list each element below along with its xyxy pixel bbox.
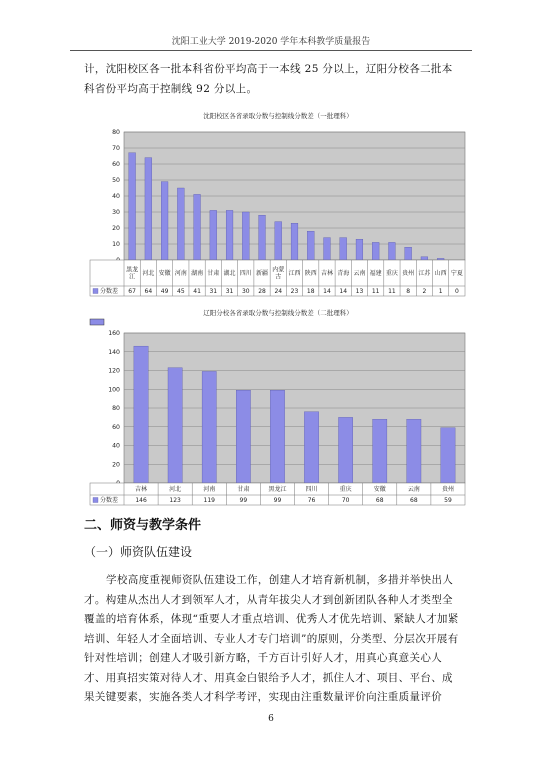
y-tick-label: 40: [112, 442, 120, 450]
x-category-label: 湖北: [223, 270, 236, 278]
data-label: 64: [144, 288, 153, 296]
x-category-label: 安徽: [373, 486, 386, 494]
chart-title: 辽阳分校各省录取分数与控制线分数差（二批理科）: [203, 309, 353, 317]
y-tick-label: 20: [112, 461, 120, 469]
chart-svg: [88, 110, 468, 302]
bar: [129, 153, 136, 260]
bar: [134, 346, 148, 483]
legend-box: [90, 319, 104, 325]
bar: [389, 242, 396, 260]
chart-shenyang-first-batch: [88, 110, 468, 302]
data-label: 2: [422, 288, 427, 296]
data-label: 119: [203, 497, 215, 505]
x-category-label: 吉林: [320, 270, 333, 278]
x-category-label: 青海: [337, 270, 350, 278]
data-label: 14: [339, 288, 348, 296]
data-label: 31: [209, 288, 218, 296]
data-label: 0: [454, 288, 459, 296]
x-category-label: 陕西: [304, 270, 317, 278]
data-label: 99: [239, 497, 248, 505]
data-label: 23: [290, 288, 299, 296]
y-tick-label: 70: [112, 145, 120, 153]
bar: [372, 242, 379, 260]
bar: [340, 238, 347, 260]
bar: [356, 239, 363, 260]
data-label: 30: [241, 288, 250, 296]
y-tick-label: 10: [112, 241, 120, 249]
x-category-label: 山西: [434, 270, 447, 278]
x-category-label: 河北: [142, 270, 155, 278]
bar: [324, 238, 331, 260]
bar: [307, 231, 314, 260]
x-category-label: 河北: [169, 486, 182, 494]
data-label: 45: [177, 288, 185, 296]
data-label: 68: [410, 497, 418, 505]
x-category-label: 黑龙江: [268, 486, 287, 494]
y-tick-label: 60: [112, 161, 120, 169]
bar: [259, 215, 266, 260]
data-label: 11: [371, 288, 380, 296]
x-category-label: 贵州: [402, 270, 415, 278]
bar: [275, 222, 282, 260]
bar: [161, 182, 168, 260]
x-category-label: 云南: [353, 270, 366, 278]
x-category-label: 内蒙古: [272, 266, 285, 281]
x-category-label: 新疆: [256, 270, 269, 278]
chart-liaoyang-second-batch: [88, 307, 468, 507]
chart-title: 沈阳校区各省录取分数与控制线分数差（一批理科）: [203, 112, 353, 120]
data-label: 24: [274, 288, 283, 296]
section-heading: 二、师资与教学条件: [84, 518, 202, 533]
data-label: 123: [169, 497, 181, 505]
bar: [168, 368, 182, 483]
y-tick-label: 80: [112, 129, 120, 137]
x-category-label: 重庆: [339, 486, 352, 494]
x-category-label: 福建: [369, 270, 382, 278]
x-category-label: 甘肃: [237, 486, 250, 494]
data-label: 59: [444, 497, 452, 505]
page-header: 沈阳工业大学 2019-2020 学年本科教学质量报告: [171, 37, 371, 47]
bar: [270, 390, 284, 483]
x-category-label: 重庆: [385, 270, 398, 278]
y-tick-label: 160: [108, 330, 120, 338]
bar: [242, 212, 249, 260]
page-number: 6: [268, 714, 274, 724]
bar: [194, 194, 201, 260]
y-tick-label: 20: [112, 225, 120, 233]
header-divider: [70, 50, 472, 51]
bar: [202, 371, 216, 483]
y-tick-label: 30: [112, 209, 120, 217]
data-label: 41: [193, 288, 201, 296]
x-category-label: 宁夏: [450, 270, 463, 278]
data-label: 8: [406, 288, 411, 296]
y-tick-label: 40: [112, 193, 120, 201]
bar: [421, 257, 428, 260]
data-label: 99: [273, 497, 282, 505]
y-tick-label: 50: [112, 177, 120, 185]
legend-series-name: 分数差: [100, 497, 119, 505]
bar: [177, 188, 184, 260]
data-label: 14: [323, 288, 331, 296]
x-category-label: 云南: [407, 486, 420, 494]
data-label: 28: [258, 288, 266, 296]
bar: [373, 419, 387, 483]
y-tick-label: 120: [108, 367, 120, 375]
x-category-label: 湖南: [191, 270, 204, 278]
bar: [226, 210, 233, 260]
legend-swatch: [93, 289, 98, 294]
bar: [407, 419, 421, 483]
data-label: 13: [355, 288, 364, 296]
data-label: 70: [341, 497, 350, 505]
body-paragraph: 学校高度重视师资队伍建设工作，创建人才培育新机制，多措并举快出人才。构建从杰出人才到领军人才，从青年拔尖人才到创新团队各种人才类型全覆盖的培育体系，体现“重要人才重点培训、优秀人才优先培训、紧缺人才加紧培训、年轻人才全面培训、专业人才专门培训”的原则，分类型、分层次开展有针对性培训；创建人才吸引新方略，千方百计引好人才，用真心真意关心人才、用真招实策对待人才、用真金白银给予人才，抓住人才、项目、平台、成果关键要素，实施各类人才科学考评，实现由注重数量评价向注重质量评价: [84, 574, 459, 703]
x-category-label: 四川: [239, 270, 252, 278]
data-label: 31: [225, 288, 234, 296]
subsection-heading: （一）师资队伍建设: [84, 545, 193, 559]
chart-svg: [88, 307, 468, 507]
data-label: 67: [128, 288, 136, 296]
x-category-label: 甘肃: [207, 270, 220, 278]
y-tick-label: 80: [112, 405, 120, 413]
bar: [236, 390, 250, 483]
data-label: 146: [135, 497, 147, 505]
bar: [210, 210, 217, 260]
y-tick-label: 60: [112, 423, 120, 431]
x-category-label: 河南: [203, 486, 216, 494]
data-label: 49: [160, 288, 169, 296]
data-label: 76: [307, 497, 316, 505]
bar: [405, 247, 412, 260]
x-category-label: 吉林: [135, 486, 148, 494]
x-category-label: 江西: [288, 270, 301, 278]
y-tick-label: 100: [108, 386, 120, 394]
x-category-label: 河南: [174, 270, 187, 278]
data-label: 11: [388, 288, 396, 296]
x-category-label: 江苏: [418, 270, 431, 278]
bar: [304, 412, 318, 483]
bar: [145, 158, 152, 260]
bar: [291, 223, 298, 260]
x-category-label: 黑龙江: [126, 266, 139, 281]
bar: [441, 428, 455, 483]
legend-series-name: 分数差: [100, 288, 119, 296]
y-tick-label: 140: [108, 348, 120, 356]
intro-paragraph: 计，沈阳校区各一批本科省份平均高于一本线 25 分以上，辽阳分校各二批本科省份平均高于控制线 92 分以上。: [84, 63, 453, 95]
data-label: 18: [306, 288, 315, 296]
x-category-label: 安徽: [158, 270, 171, 278]
data-label: 1: [438, 288, 443, 296]
data-label: 68: [375, 497, 384, 505]
legend-swatch: [93, 498, 98, 503]
bar: [338, 417, 352, 483]
x-category-label: 贵州: [441, 486, 454, 494]
x-category-label: 四川: [305, 486, 318, 494]
